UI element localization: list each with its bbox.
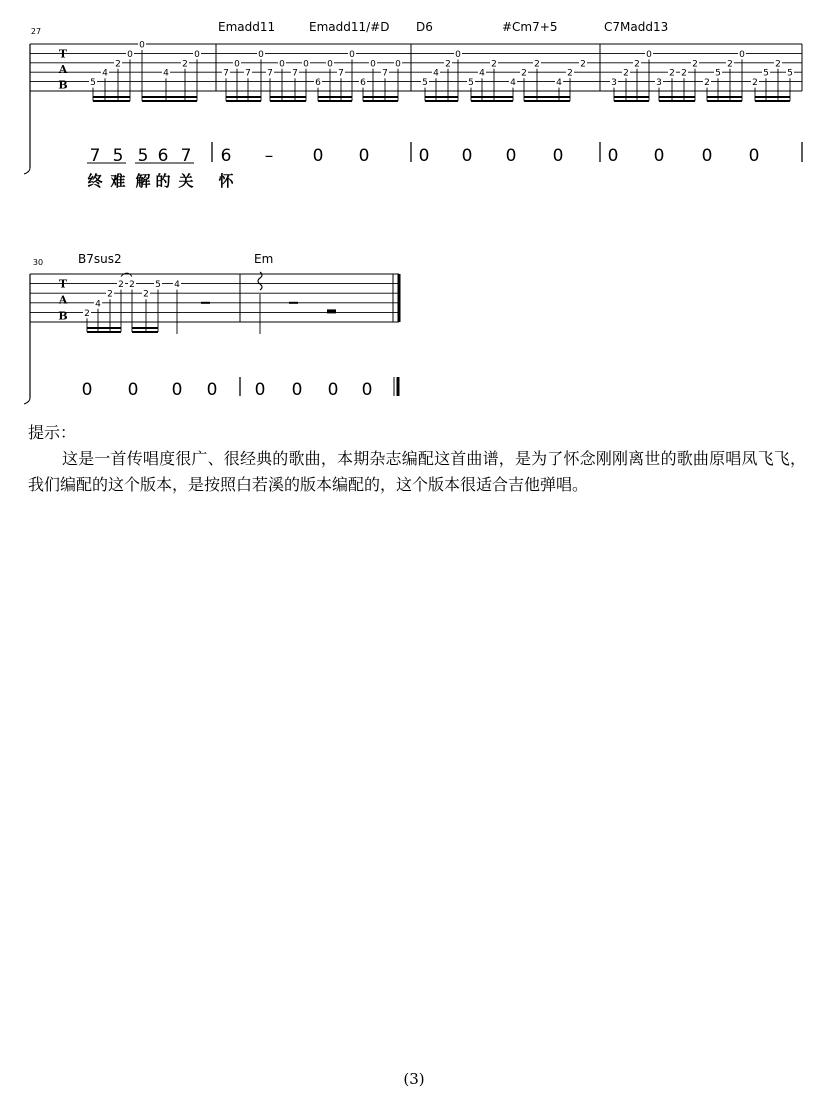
jianpu-note: 0 [81,380,93,400]
jianpu-note: 0 [607,146,619,166]
fret-number: 2 [534,59,540,70]
fret-number: 2 [692,59,698,70]
tip-text: 这是一首传唱度很广、很经典的歌曲，本期杂志编配这首曲谱，是为了怀念刚刚离世的歌曲原唱凤飞飞，我们编配的这个版本，是按照白若溪的版本编配的，这个版本很适合吉他弹唱。 [28,449,806,494]
fret-number: 0 [455,49,461,60]
fret-number: 0 [349,49,355,60]
fret-number: 7 [338,68,344,79]
jianpu-note: 7 [89,146,101,166]
arpeggio-mark [258,272,262,290]
rest-mark [201,302,210,304]
jianpu-note: 0 [254,380,266,400]
tab-clef-letter: B [58,78,68,92]
lyric-char: 关 [178,172,194,190]
fret-number: 2 [634,59,640,70]
fret-number: 5 [468,78,474,89]
jianpu-note: 7 [180,146,192,166]
fret-number: 7 [292,68,298,79]
tab-clef-letter: T [58,47,68,61]
lyric-char: 怀 [218,172,234,190]
fret-number: 0 [303,59,309,70]
fret-number: 4 [102,68,108,79]
fret-number: 2 [118,280,124,291]
fret-number: 2 [580,59,586,70]
jianpu-note: 0 [418,146,430,166]
jianpu-note: 6 [157,146,169,166]
jianpu-note: 0 [312,146,324,166]
jianpu-note: 0 [701,146,713,166]
tip-section [28,420,806,498]
fret-number: 4 [174,280,180,291]
fret-number: 6 [360,78,366,89]
fret-number: 2 [182,59,188,70]
fret-number: 7 [245,68,251,79]
fret-number: 2 [445,59,451,70]
fret-number: 2 [521,68,527,79]
fret-number: 4 [479,68,485,79]
fret-number: 4 [510,78,516,89]
fret-number: 2 [775,59,781,70]
fret-number: 6 [315,78,321,89]
jianpu-note: 0 [361,380,373,400]
jianpu-note: 0 [653,146,665,166]
jianpu-note: 0 [327,380,339,400]
jianpu-note: 0 [127,380,139,400]
tab-system-1 [24,20,802,190]
chord-name: Emadd11/#D [309,20,390,34]
fret-number: 0 [646,49,652,60]
fret-number: 0 [327,59,333,70]
measure-number: 30 [32,258,44,267]
jianpu-note: 0 [552,146,564,166]
fret-number: 7 [382,68,388,79]
jianpu-note: 0 [358,146,370,166]
fret-number: 0 [258,49,264,60]
rest-mark [327,309,336,313]
fret-number: 5 [90,78,96,89]
fret-number: 2 [727,59,733,70]
jianpu-note: 0 [505,146,517,166]
fret-number: 2 [129,280,135,291]
system-bracket-hook [24,168,30,174]
tab-system-2 [24,252,399,404]
chord-name: C7Madd13 [604,20,669,34]
fret-number: 0 [127,49,133,60]
chord-name: #Cm7+5 [502,20,558,34]
lyric-char: 的 [155,172,171,190]
fret-number: 2 [681,68,687,79]
fret-number: 2 [752,78,758,89]
fret-number: 0 [194,49,200,60]
fret-number: 2 [84,308,90,319]
jianpu-note: 0 [171,380,183,400]
chord-name: Em [254,252,274,266]
fret-number: 5 [422,78,428,89]
fret-number: 5 [715,68,721,79]
jianpu-note: 0 [206,380,218,400]
fret-number: 0 [139,40,145,51]
fret-number: 5 [787,68,793,79]
fret-number: 2 [567,68,573,79]
lyric-char: 终 [87,172,103,190]
chord-name: Emadd11 [218,20,276,34]
fret-number: 2 [669,68,675,79]
fret-number: 5 [763,68,769,79]
fret-number: 2 [107,289,113,300]
tab-clef-letter: A [58,293,68,307]
fret-number: 2 [143,289,149,300]
fret-number: 0 [234,59,240,70]
fret-number: 3 [656,78,662,89]
fret-number: 2 [623,68,629,79]
tip-label: 提示： [28,423,77,442]
jianpu-note: 5 [137,146,149,166]
fret-number: 2 [491,59,497,70]
fret-number: 4 [433,68,439,79]
fret-number: 4 [95,299,101,310]
fret-number: 4 [163,68,169,79]
system-bracket-hook [24,398,30,404]
fret-number: 0 [739,49,745,60]
fret-number: 0 [279,59,285,70]
jianpu-note: 5 [112,146,124,166]
lyric-char: 难 [110,172,126,190]
tab-clef-letter: A [58,62,68,76]
chord-name: B7sus2 [78,252,122,266]
jianpu-note: 0 [291,380,303,400]
lyric-char: 解 [135,172,151,190]
tab-clef-letter: T [58,277,68,291]
fret-number: 2 [704,78,710,89]
fret-number: 2 [115,59,121,70]
fret-number: 3 [611,78,617,89]
rest-mark [289,302,298,304]
chord-name: D6 [416,20,433,34]
fret-number: 7 [223,68,229,79]
tab-clef-letter: B [58,309,68,323]
fret-number: 5 [155,280,161,291]
fret-number: 0 [370,59,376,70]
fret-number: 4 [556,78,562,89]
measure-number: 27 [30,27,42,36]
jianpu-note: 0 [461,146,473,166]
fret-number: 0 [395,59,401,70]
page-number: (3) [403,1070,425,1088]
jianpu-note: 0 [748,146,760,166]
fret-number: 7 [267,68,273,79]
jianpu-note: 6 [220,146,232,166]
jianpu-note: – [264,146,274,166]
